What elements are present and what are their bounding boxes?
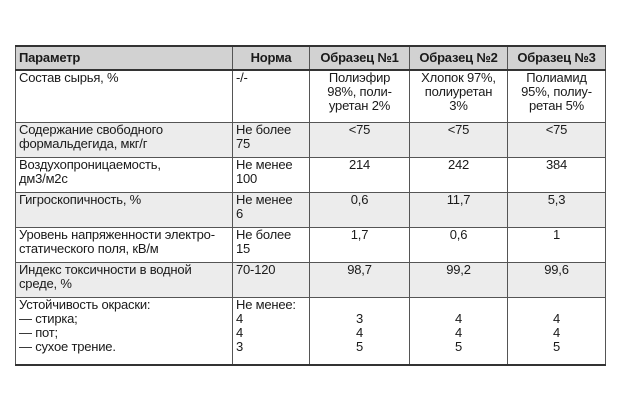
table-row xyxy=(16,70,606,122)
cell-line: Содержание свободного xyxy=(19,121,163,137)
cell-sample-2 xyxy=(410,192,508,227)
cell-line: 4 xyxy=(552,310,561,326)
cell-line: — сухое трение. xyxy=(19,338,116,354)
cell-line: Не менее: xyxy=(236,296,296,312)
cell-line: 1,7 xyxy=(350,226,369,242)
table-row xyxy=(16,297,606,365)
cell-line: 1 xyxy=(552,226,561,242)
cell-sample-2 xyxy=(410,297,508,365)
cell-sample-2 xyxy=(410,70,508,122)
cell-line: дм3/м2с xyxy=(19,170,68,186)
header-sample-2: Образец №2 xyxy=(410,46,508,70)
header-norm: Норма xyxy=(233,46,310,70)
comparison-table-wrapper xyxy=(15,45,605,366)
cell-line: 98%, поли- xyxy=(327,84,392,99)
table-row xyxy=(16,192,606,227)
cell-line: 15 xyxy=(236,240,251,256)
table-row xyxy=(16,227,606,262)
cell-norm xyxy=(233,122,310,157)
cell-line: 6 xyxy=(236,205,244,221)
cell-line: Устойчивость окраски: xyxy=(19,296,151,312)
cell-sample-1 xyxy=(310,192,410,227)
cell-line: статического поля, кВ/м xyxy=(19,240,159,256)
cell-sample-1 xyxy=(310,262,410,297)
cell-line: 4 xyxy=(236,310,244,326)
cell-line: 4 xyxy=(355,324,364,340)
cell-line: Состав сырья, % xyxy=(19,70,119,85)
cell-line: 4 xyxy=(454,324,463,340)
cell-line: Индекс токсичности в водной xyxy=(19,261,192,277)
cell-line: 4 xyxy=(552,324,561,340)
cell-sample-3 xyxy=(508,157,606,192)
cell-line: 4 xyxy=(236,324,244,340)
cell-sample-3 xyxy=(508,297,606,365)
cell-sample-2 xyxy=(410,122,508,157)
cell-line: 214 xyxy=(348,156,371,172)
cell-line: Не менее xyxy=(236,191,293,207)
header-row xyxy=(16,46,606,70)
cell-sample-3 xyxy=(508,70,606,122)
cell-line: уретан 2% xyxy=(328,98,391,113)
cell-line: Полиэфир xyxy=(328,70,391,85)
cell-line: Полиамид xyxy=(526,70,587,85)
cell-sample-2 xyxy=(410,157,508,192)
comparison-table xyxy=(15,45,606,366)
cell-line: <75 xyxy=(545,121,568,137)
cell-line: ретан 5% xyxy=(528,98,585,113)
cell-parameter xyxy=(16,262,233,297)
cell-line: 5 xyxy=(355,338,364,354)
cell-line: 3 xyxy=(236,338,244,354)
cell-line: 99,2 xyxy=(446,261,471,277)
table-header xyxy=(16,46,606,70)
cell-parameter xyxy=(16,157,233,192)
cell-line: Хлопок 97%, xyxy=(421,70,496,85)
cell-norm xyxy=(233,157,310,192)
cell-sample-2 xyxy=(410,227,508,262)
cell-line: полиуретан xyxy=(424,84,493,99)
cell-line: 0,6 xyxy=(350,191,369,207)
header-parameter: Параметр xyxy=(16,46,233,70)
cell-line: 75 xyxy=(236,135,251,151)
cell-line: — стирка; xyxy=(19,310,78,326)
cell-line: — пот; xyxy=(19,324,58,340)
cell-sample-3 xyxy=(508,227,606,262)
cell-sample-1 xyxy=(310,297,410,365)
cell-parameter xyxy=(16,227,233,262)
cell-line: 98,7 xyxy=(347,261,372,277)
cell-line: 242 xyxy=(447,156,470,172)
cell-norm xyxy=(233,192,310,227)
cell-sample-1 xyxy=(310,157,410,192)
cell-line: Воздухопроницаемость, xyxy=(19,156,161,172)
header-sample-1: Образец №1 xyxy=(310,46,410,70)
cell-line xyxy=(313,298,406,312)
cell-line: Не менее xyxy=(236,156,293,172)
cell-line: <75 xyxy=(348,121,371,137)
table-row xyxy=(16,157,606,192)
cell-line: 11,7 xyxy=(446,191,471,207)
cell-line: -/- xyxy=(236,70,248,85)
header-sample-3: Образец №3 xyxy=(508,46,606,70)
table-body xyxy=(16,70,606,365)
cell-line: 100 xyxy=(236,170,258,186)
cell-sample-3 xyxy=(508,262,606,297)
cell-line: 4 xyxy=(454,310,463,326)
cell-norm xyxy=(233,297,310,365)
cell-line: Уровень напряженности электро- xyxy=(19,226,215,242)
cell-line: среде, % xyxy=(19,275,72,291)
cell-line: Гигроскопичность, % xyxy=(19,191,142,207)
cell-sample-1 xyxy=(310,70,410,122)
cell-norm xyxy=(233,227,310,262)
cell-line: формальдегида, мкг/г xyxy=(19,135,148,151)
cell-line xyxy=(413,298,504,312)
cell-line: 99,6 xyxy=(544,261,569,277)
cell-line: Не более xyxy=(236,226,292,242)
cell-parameter xyxy=(16,122,233,157)
cell-parameter xyxy=(16,192,233,227)
cell-line: 5 xyxy=(552,338,561,354)
cell-sample-1 xyxy=(310,122,410,157)
cell-line: 3% xyxy=(449,98,468,113)
cell-sample-3 xyxy=(508,122,606,157)
table-row xyxy=(16,262,606,297)
cell-sample-3 xyxy=(508,192,606,227)
cell-sample-2 xyxy=(410,262,508,297)
cell-norm xyxy=(233,262,310,297)
cell-line: 3 xyxy=(355,310,364,326)
cell-parameter xyxy=(16,70,233,122)
cell-sample-1 xyxy=(310,227,410,262)
cell-line: 384 xyxy=(545,156,568,172)
cell-line: 70-120 xyxy=(236,261,276,277)
table-row xyxy=(16,122,606,157)
cell-parameter xyxy=(16,297,233,365)
cell-line: <75 xyxy=(447,121,470,137)
cell-line: 5,3 xyxy=(547,191,566,207)
cell-norm xyxy=(233,70,310,122)
cell-line: Не более xyxy=(236,121,292,137)
cell-line xyxy=(511,298,602,312)
cell-line: 95%, полиу- xyxy=(521,84,592,99)
cell-line: 5 xyxy=(454,338,463,354)
cell-line: 0,6 xyxy=(449,226,468,242)
